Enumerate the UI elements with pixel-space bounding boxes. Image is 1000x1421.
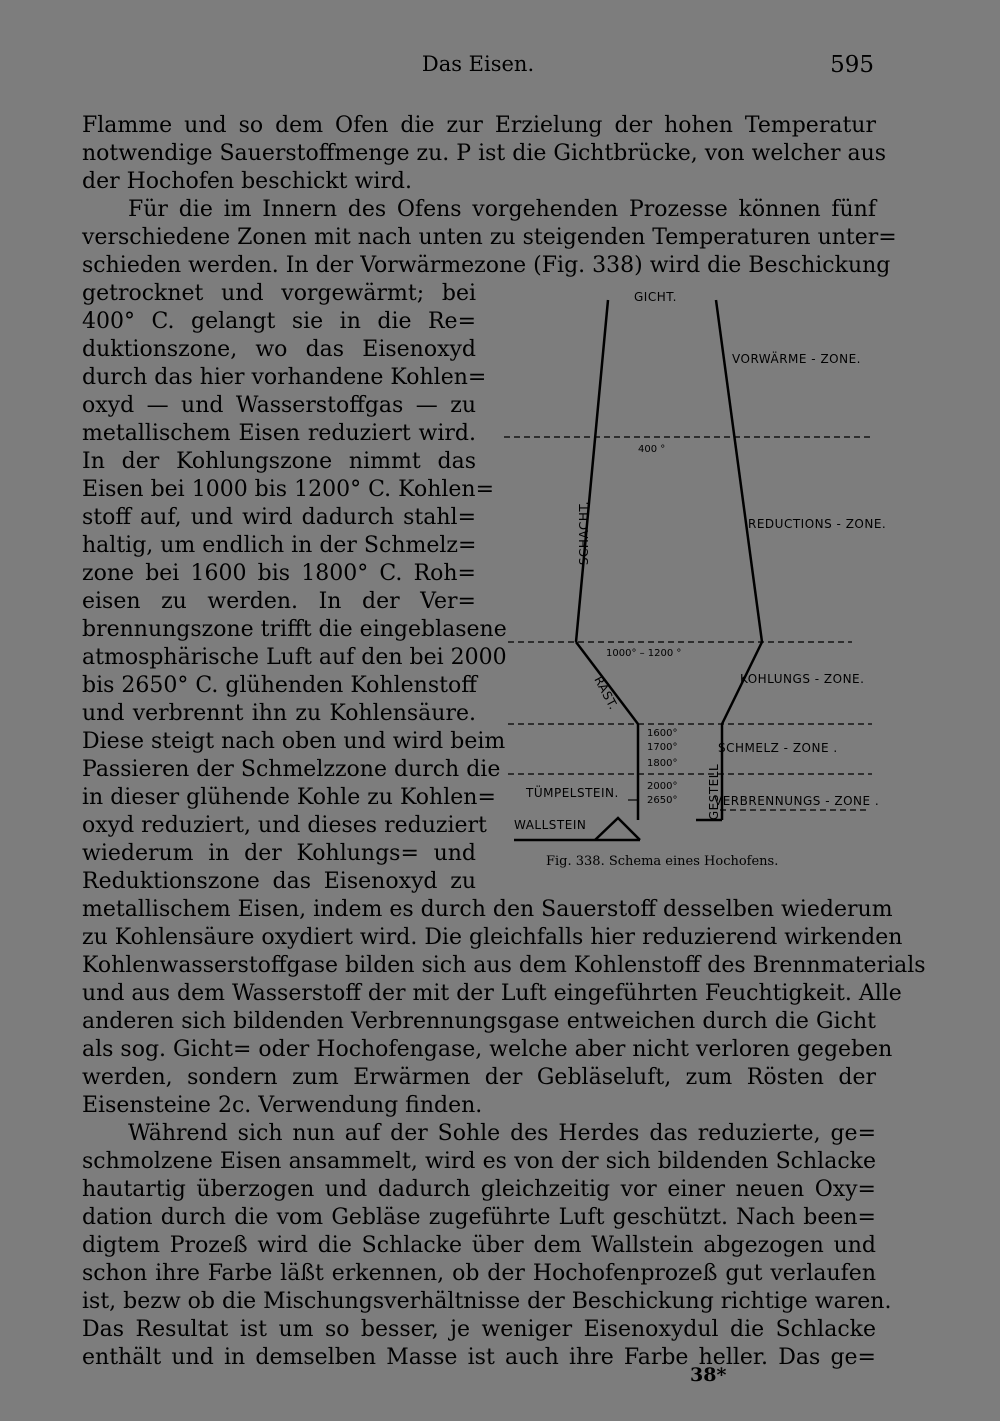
temp-1000-1200: 1000° – 1200 ° (606, 648, 682, 659)
body-line: hautartig überzogen und dadurch gleichzeitig vor einer neuen Oxy= (82, 1177, 876, 1202)
temp-400: 400 ° (638, 444, 666, 455)
label-schacht: SCHACHT. (577, 500, 592, 566)
label-kohlungs-zone: KOHLUNGS - ZONE. (740, 672, 865, 686)
body-line: Für die im Innern des Ofens vorgehenden Prozesse können fünf (128, 197, 876, 222)
label-tuempelstein: TÜMPELSTEIN. (526, 786, 619, 800)
running-title: Das Eisen. (421, 52, 535, 76)
body-line: wiederum in der Kohlungs= und (82, 841, 476, 866)
page-number: 595 (830, 52, 874, 78)
body-line: atmosphärische Luft auf den bei 2000 (82, 645, 507, 670)
signature-mark: 38* (690, 1364, 727, 1386)
label-rast: RAST. (591, 673, 621, 713)
label-schmelz-zone: SCHMELZ - ZONE . (718, 741, 838, 755)
body-line: bis 2650° C. glühenden Kohlenstoff (82, 673, 477, 698)
body-line: schon ihre Farbe läßt erkennen, ob der Hochofenprozeß gut verlaufen (82, 1261, 876, 1286)
temp-2650: 2650° (647, 795, 678, 806)
body-line: Kohlenwasserstoffgase bilden sich aus dem Kohlenstoff des Brennmaterials (82, 953, 926, 978)
body-line: zone bei 1600 bis 1800° C. Roh= (82, 561, 476, 586)
body-line: als sog. Gicht= oder Hochofengase, welche aber nicht verloren gegeben (82, 1037, 893, 1062)
body-line: metallischem Eisen reduziert wird. (82, 421, 476, 446)
body-line: und verbrennt ihn zu Kohlensäure. (82, 701, 476, 726)
body-line: verschiedene Zonen mit nach unten zu steigenden Temperaturen unter= (82, 225, 897, 250)
body-line: ist, bezw ob die Mischungsverhältnisse der Beschickung richtige waren. (82, 1289, 892, 1314)
body-line: schmolzene Eisen ansammelt, wird es von der sich bildenden Schlacke (82, 1149, 876, 1174)
body-line: anderen sich bildenden Verbrennungsgase entweichen durch die Gicht (82, 1009, 876, 1034)
label-verbrennungs-zone: VERBRENNUNGS - ZONE . (714, 794, 880, 808)
body-line: haltig, um endlich in der Schmelz= (82, 533, 477, 558)
body-line: schieden werden. In der Vorwärmezone (Fig. 338) wird die Beschickung (82, 253, 891, 278)
body-line: Während sich nun auf der Sohle des Herdes das reduzierte, ge= (128, 1121, 876, 1146)
body-line: Reduktionszone das Eisenoxyd zu (82, 869, 476, 894)
body-line: Diese steigt nach oben und wird beim (82, 729, 506, 754)
body-line: durch das hier vorhandene Kohlen= (82, 365, 487, 390)
body-line: Das Resultat ist um so besser, je weniger Eisenoxydul die Schlacke (82, 1317, 876, 1342)
label-gicht: GICHT. (634, 290, 677, 304)
body-line: In der Kohlungszone nimmt das (82, 449, 476, 474)
body-line: Flamme und so dem Ofen die zur Erzielung der hohen Temperatur (82, 113, 876, 138)
label-vorwaerme-zone: VORWÄRME - ZONE. (732, 352, 861, 366)
body-line: getrocknet und vorgewärmt; bei (82, 281, 476, 306)
temp-2000: 2000° (647, 781, 678, 792)
body-line: notwendige Sauerstoffmenge zu. P ist die Gichtbrücke, von welcher aus (82, 141, 887, 166)
body-line: metallischem Eisen, indem es durch den Sauerstoff desselben wiederum (82, 897, 893, 922)
body-line: dation durch die vom Gebläse zugeführte Luft geschützt. Nach been= (82, 1205, 876, 1230)
body-line: brennungszone trifft die eingeblasene (82, 617, 507, 642)
temp-1800: 1800° (647, 758, 678, 769)
body-line: oxyd — und Wasserstoffgas — zu (82, 393, 476, 418)
temp-1600: 1600° (647, 728, 678, 739)
body-line: stoff auf, und wird dadurch stahl= (82, 505, 476, 530)
body-line: Eisensteine 2c. Verwendung finden. (82, 1093, 483, 1118)
body-line: in dieser glühende Kohle zu Kohlen= (82, 785, 496, 810)
body-line: Passieren der Schmelzzone durch die (82, 757, 501, 782)
body-line: der Hochofen beschickt wird. (82, 169, 412, 194)
body-line: Eisen bei 1000 bis 1200° C. Kohlen= (82, 477, 495, 502)
body-line: oxyd reduziert, und dieses reduziert (82, 813, 487, 838)
body-line: und aus dem Wasserstoff der mit der Luft eingeführten Feuchtigkeit. Alle (82, 981, 902, 1006)
body-line: zu Kohlensäure oxydiert wird. Die gleichfalls hier reduzierend wirkenden (82, 925, 903, 950)
label-reductions-zone: REDUCTIONS - ZONE. (748, 517, 887, 531)
body-line: eisen zu werden. In der Ver= (82, 589, 476, 614)
blast-furnace-figure (500, 280, 890, 880)
body-line: 400° C. gelangt sie in die Re= (82, 309, 476, 334)
label-wallstein: WALLSTEIN (514, 818, 587, 832)
body-line: enthält und in demselben Masse ist auch ihre Farbe heller. Das ge= (82, 1345, 876, 1370)
label-gestell: GESTELL (707, 763, 722, 821)
figure-caption: Fig. 338. Schema eines Hochofens. (546, 854, 779, 869)
body-line: duktionszone, wo das Eisenoxyd (82, 337, 476, 362)
page-header (82, 52, 874, 82)
body-line: digtem Prozeß wird die Schlacke über dem Wallstein abgezogen und (82, 1233, 876, 1258)
temp-1700: 1700° (647, 742, 678, 753)
body-line: werden, sondern zum Erwärmen der Gebläseluft, zum Rösten der (82, 1065, 876, 1090)
